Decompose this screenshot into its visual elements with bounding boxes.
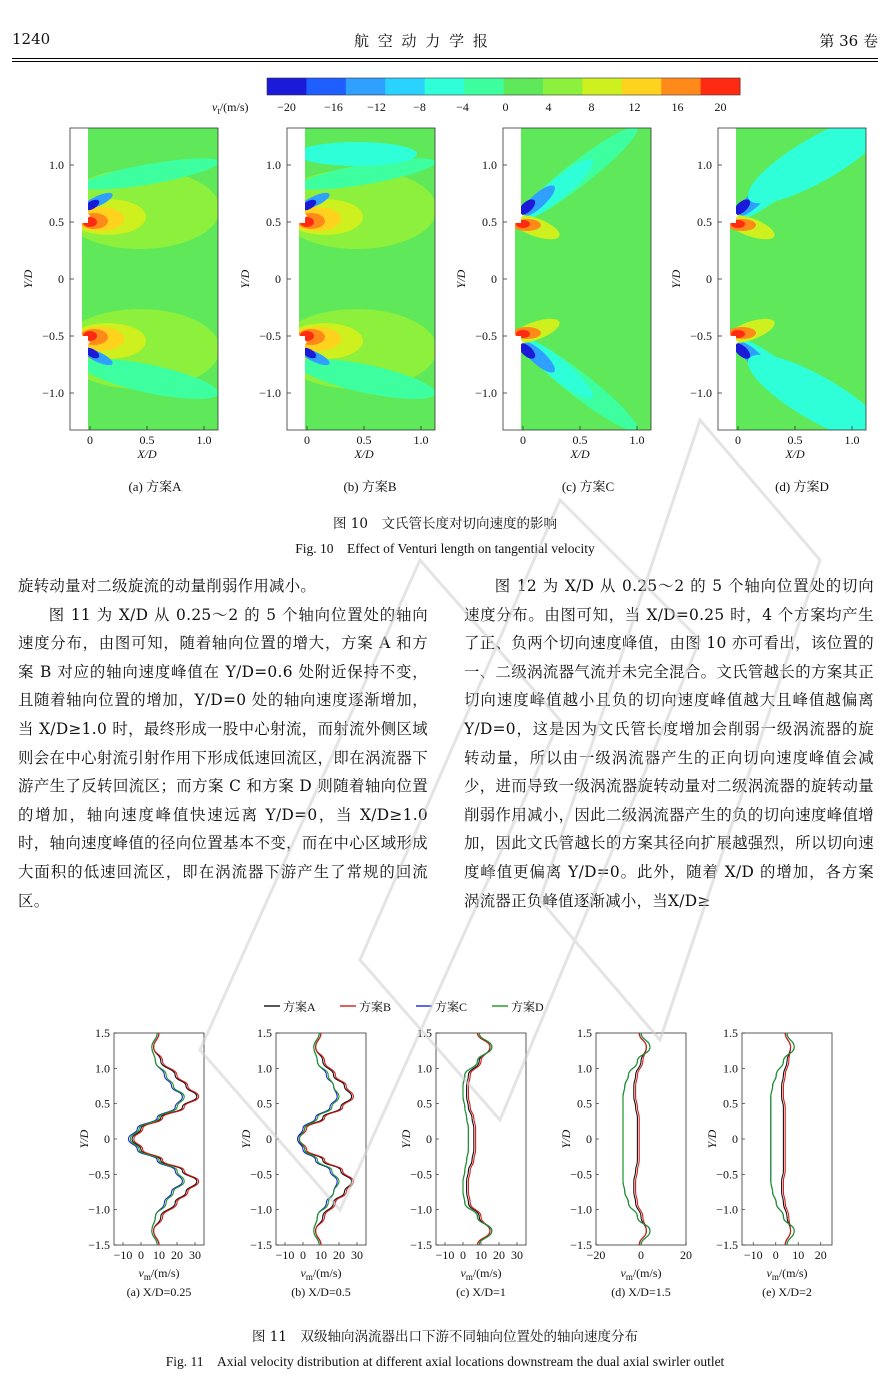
y-tick-label: 0: [706, 272, 712, 286]
y-axis-label: Y/D: [669, 269, 683, 289]
y-tick-label: −1.0: [716, 1202, 738, 1217]
y-tick-label: 0.5: [577, 1096, 592, 1111]
colorbar-tick-label: 4: [545, 100, 552, 114]
x-tick-label: 20: [814, 1248, 827, 1262]
x-axis-label: $v_m/(m/s)$: [138, 1266, 180, 1282]
series-line-方案B: [299, 1033, 353, 1245]
y-tick-label: 1.0: [723, 1061, 738, 1076]
right-column: [464, 572, 874, 915]
colorbar-tick-label: −20: [277, 100, 296, 114]
wall-region: [515, 336, 521, 430]
plot-frame: [436, 1033, 526, 1245]
y-tick-label: 0.5: [266, 215, 281, 229]
y-tick-label: 1.5: [95, 1026, 110, 1040]
x-tick-label: 30: [511, 1248, 523, 1262]
y-tick-label: 0.5: [257, 1096, 272, 1111]
y-tick-label: 0: [266, 1132, 272, 1146]
x-tick-label: 20: [171, 1248, 183, 1262]
colorbar-swatch: [306, 78, 346, 95]
x-tick-label: 20: [333, 1248, 345, 1262]
y-tick-label: −0.5: [259, 329, 281, 343]
y-tick-label: −1.5: [570, 1238, 592, 1252]
line-chart-e: [705, 1026, 832, 1299]
left-column: [18, 572, 428, 915]
y-tick-label: 0: [104, 1132, 110, 1146]
plot-frame: [114, 1033, 204, 1245]
fig10-panel-label-a: (a) 方案A: [128, 479, 182, 494]
x-axis-label: $v_m/(m/s)$: [620, 1266, 662, 1282]
colorbar-tick-label: −16: [324, 100, 343, 114]
legend-label: 方案B: [359, 1000, 392, 1014]
y-tick-label: −1.0: [259, 386, 281, 400]
y-axis-label: Y/D: [239, 1129, 253, 1149]
series-line-方案D: [130, 1033, 184, 1245]
y-tick-label: −0.5: [250, 1167, 272, 1182]
colorbar-swatch: [464, 78, 504, 95]
figure-10: [0, 70, 890, 500]
x-axis-label: X/D: [137, 447, 157, 461]
x-tick-label: 1.0: [196, 433, 212, 447]
fig11-caption-en: Fig. 11 Axial velocity distribution at different axial locations downstream the dual axial swirler outlet: [165, 1354, 725, 1369]
y-tick-label: 1.0: [95, 1061, 110, 1076]
x-tick-label: 0: [304, 433, 310, 447]
y-tick-label: 1.0: [266, 158, 281, 172]
y-axis-label: Y/D: [454, 269, 468, 289]
x-tick-label: 1.0: [413, 433, 429, 447]
y-axis-label: Y/D: [77, 1129, 91, 1149]
contour-panel-a: [21, 128, 221, 461]
legend-label: 方案C: [435, 1000, 468, 1014]
line-chart-b: [239, 1026, 366, 1299]
x-axis-label: X/D: [785, 447, 805, 461]
y-tick-label: −1.0: [690, 386, 712, 400]
colorbar-swatch: [504, 78, 544, 95]
y-axis-label: Y/D: [21, 269, 35, 289]
y-tick-label: 0: [426, 1132, 432, 1146]
colorbar-swatch: [543, 78, 583, 95]
x-tick-label: 0: [138, 1248, 144, 1262]
y-tick-label: −1.0: [475, 386, 497, 400]
y-tick-label: 0.5: [49, 215, 64, 229]
journal-title: 航 空 动 力 学 报: [354, 32, 490, 50]
y-tick-label: 1.5: [257, 1026, 272, 1040]
wall-region: [82, 128, 88, 223]
y-tick-label: −0.5: [570, 1167, 592, 1182]
fig10-caption-cn: 图 10 文氏管长度对切向速度的影响: [333, 516, 557, 532]
contour-panel-d: [669, 100, 890, 461]
y-tick-label: 1.0: [577, 1061, 592, 1076]
y-tick-label: 1.0: [257, 1061, 272, 1076]
colorbar-swatch: [661, 78, 701, 95]
x-axis-label: X/D: [570, 447, 590, 461]
y-tick-label: −1.0: [88, 1202, 110, 1217]
plot-frame: [276, 1033, 366, 1245]
y-tick-label: 0: [586, 1132, 592, 1146]
volume-label: 第 36 卷: [819, 32, 878, 50]
wall-region: [82, 336, 88, 430]
contour-band: [297, 142, 417, 166]
y-tick-label: 0.5: [417, 1096, 432, 1111]
y-axis-label: Y/D: [238, 269, 252, 289]
paragraph: 图 11 为 X/D 从 0.25～2 的 5 个轴向位置处的轴向速度分布，由图可知，随着轴向位置的增大，方案 A 和方案 B 对应的轴向速度峰值在 Y/D=0.6 处附近保持不变，且随着轴向位置的增加，Y/D=0 处的轴向速度逐渐增加，当 X/D≥1.0 时，最终形成一股中心射流，而射流外侧区域则会在中心射流引射作用下形成低速回流区，即在涡流器下游产生了反转回流区；而方案 C 和方案 D 则随着轴向位置的增加，轴向速度峰值快速远离 Y/D=0，当 X/D≥1.0 时，轴向速度峰值的径向位置基本不变，而在中心区域形成大面积的低速回流区，即在涡流器下游产生了常规的回流区。: [18, 605, 428, 910]
header-rule: [12, 58, 878, 59]
y-tick-label: 1.0: [697, 158, 712, 172]
colorbar-tick-label: 12: [628, 100, 641, 114]
y-tick-label: 1.5: [417, 1026, 432, 1040]
x-tick-label: 20: [680, 1248, 692, 1262]
x-tick-label: 0.5: [139, 433, 155, 447]
series-line-方案D: [299, 1033, 339, 1245]
y-axis-label: Y/D: [559, 1129, 573, 1149]
x-tick-label: −10: [743, 1248, 763, 1262]
x-tick-label: 30: [189, 1248, 201, 1262]
x-tick-label: 0: [300, 1248, 306, 1262]
wall-region: [730, 336, 736, 430]
y-tick-label: 0.5: [482, 215, 497, 229]
colorbar-tick-label: −4: [456, 100, 469, 114]
running-header: [12, 30, 878, 54]
colorbar-tick-label: −8: [413, 100, 426, 114]
colorbar-tick-label: 0: [502, 100, 509, 114]
x-axis-label: $v_m/(m/s)$: [300, 1266, 342, 1282]
legend-label: 方案D: [511, 1000, 544, 1014]
y-tick-label: −1.5: [88, 1238, 110, 1252]
y-axis-label: Y/D: [705, 1129, 719, 1149]
fig11-legend: [264, 999, 544, 1014]
x-axis-label: $v_m/(m/s)$: [460, 1266, 502, 1282]
colorbar-label: $v_t/(m/s)$: [212, 100, 249, 116]
wall-region: [299, 128, 305, 223]
x-axis-label: X/D: [354, 447, 374, 461]
y-tick-label: −0.5: [716, 1167, 738, 1182]
x-tick-label: 10: [475, 1248, 487, 1262]
x-tick-label: 0.5: [787, 433, 803, 447]
chart-title: (a) X/D=0.25: [126, 1285, 192, 1299]
y-tick-label: −0.5: [88, 1167, 110, 1182]
y-tick-label: 0: [58, 272, 64, 286]
series-line-方案D: [623, 1033, 650, 1245]
figure-11: [0, 990, 890, 1320]
colorbar-swatch: [622, 78, 662, 95]
contour-panel-c: [454, 118, 651, 461]
y-tick-label: −1.0: [250, 1202, 272, 1217]
y-tick-label: −0.5: [42, 329, 64, 343]
y-tick-label: 1.0: [417, 1061, 432, 1076]
plot-frame: [596, 1033, 686, 1245]
chart-title: (e) X/D=2: [762, 1285, 812, 1299]
y-tick-label: 0: [275, 272, 281, 286]
line-chart-d: [559, 1026, 692, 1299]
x-tick-label: −10: [113, 1248, 133, 1262]
series-line-方案C: [128, 1033, 182, 1245]
y-tick-label: 0: [491, 272, 497, 286]
series-line-方案B: [134, 1033, 199, 1245]
wall-region: [515, 128, 521, 223]
y-tick-label: 1.5: [723, 1026, 738, 1040]
colorbar-tick-label: 8: [588, 100, 595, 114]
series-line-方案D: [771, 1033, 794, 1245]
x-tick-label: 1.0: [629, 433, 645, 447]
colorbar-swatch: [425, 78, 465, 95]
wall-region: [299, 336, 305, 430]
x-tick-label: 0: [772, 1248, 779, 1262]
fig11-caption-cn: 图 11 双级轴向涡流器出口下游不同轴向位置处的轴向速度分布: [252, 1329, 638, 1345]
paragraph: 旋转动量对二级旋流的动量削弱作用减小。: [18, 577, 317, 595]
fig10-panel-label-c: (c) 方案C: [561, 479, 615, 494]
y-tick-label: −1.0: [42, 386, 64, 400]
x-tick-label: 10: [315, 1248, 327, 1262]
chart-title: (d) X/D=1.5: [611, 1285, 671, 1299]
fig10-panel-label-d: (d) 方案D: [775, 479, 829, 494]
x-tick-label: 0: [638, 1248, 644, 1262]
contour-panel-b: [238, 128, 438, 461]
y-tick-label: −0.5: [690, 329, 712, 343]
x-tick-label: −10: [435, 1248, 455, 1262]
x-tick-label: 0: [460, 1248, 466, 1262]
y-tick-label: −0.5: [410, 1167, 432, 1182]
x-tick-label: 1.0: [844, 433, 860, 447]
series-line-方案A: [467, 1033, 490, 1245]
y-tick-label: 0.5: [723, 1096, 738, 1111]
x-tick-label: 20: [493, 1248, 505, 1262]
y-tick-label: −0.5: [475, 329, 497, 343]
x-tick-label: −20: [586, 1248, 606, 1262]
y-tick-label: 0.5: [697, 215, 712, 229]
x-tick-label: −10: [275, 1248, 295, 1262]
y-tick-label: −1.0: [570, 1202, 592, 1217]
paragraph: 图 12 为 X/D 从 0.25～2 的 5 个轴向位置处的切向速度分布。由图可知，当 X/D=0.25 时，4 个方案均产生了正、负两个切向速度峰值，由图 10 亦可看出，该位置的一、二级涡流器气流并未完全混合。文氏管越长的方案其正切向速度峰值越小且负的切向速度峰值越大且峰值越偏离 Y/D=0，这是因为文氏管长度增加会削弱一级涡流器的旋转动量，所以由一级涡流器产生的正向切向速度峰值会减少，进而导致一级涡流器旋转动量对二级涡流器的旋转动量削弱作用减小，因此二级涡流器产生的负的切向速度峰值增加，因此文氏管越长的方案其径向扩展越强烈，所以切向速度峰值更偏离 Y/D=0。此外，随着 X/D 的增加，各方案涡流器正负峰值逐渐减小，当X/D≥: [464, 577, 874, 910]
x-tick-label: 0: [520, 433, 526, 447]
series-line-方案B: [468, 1033, 490, 1245]
line-chart-a: [77, 1026, 204, 1299]
colorbar-swatch: [346, 78, 386, 95]
y-tick-label: 1.0: [49, 158, 64, 172]
wall-region: [730, 128, 736, 223]
x-tick-label: 10: [792, 1248, 805, 1262]
y-tick-label: −1.5: [716, 1238, 738, 1252]
y-tick-label: 1.5: [577, 1026, 592, 1040]
colorbar-swatch: [582, 78, 622, 95]
legend-label: 方案A: [283, 1000, 316, 1014]
colorbar-swatch: [701, 78, 741, 95]
y-tick-label: 1.0: [482, 158, 497, 172]
colorbar-tick-label: 16: [671, 100, 684, 114]
x-axis-label: $v_m/(m/s)$: [766, 1266, 808, 1282]
y-tick-label: −1.0: [410, 1202, 432, 1217]
y-tick-label: −1.5: [250, 1238, 272, 1252]
x-tick-label: 0.5: [572, 433, 588, 447]
colorbar-tick-label: −12: [367, 100, 386, 114]
y-tick-label: 0: [732, 1132, 738, 1146]
x-tick-label: 30: [351, 1248, 363, 1262]
chart-title: (c) X/D=1: [456, 1285, 506, 1299]
colorbar-tick-label: 20: [714, 100, 727, 114]
header-rule-2: [12, 61, 878, 62]
y-tick-label: −1.5: [410, 1238, 432, 1252]
x-tick-label: 10: [153, 1248, 165, 1262]
fig10-panel-label-b: (b) 方案B: [343, 479, 397, 494]
line-chart-c: [399, 1026, 526, 1299]
chart-title: (b) X/D=0.5: [291, 1285, 351, 1299]
y-axis-label: Y/D: [399, 1129, 413, 1149]
x-tick-label: 0: [87, 433, 93, 447]
series-line-方案C: [298, 1033, 338, 1245]
y-tick-label: 0.5: [95, 1096, 110, 1111]
series-line-方案A: [298, 1033, 352, 1245]
fig10-caption-en: Fig. 10 Effect of Venturi length on tangential velocity: [295, 541, 595, 556]
x-tick-label: 0.5: [356, 433, 372, 447]
colorbar-swatch: [267, 78, 307, 95]
page-number: 1240: [12, 30, 51, 48]
colorbar-swatch: [385, 78, 425, 95]
x-tick-label: 0: [735, 433, 741, 447]
